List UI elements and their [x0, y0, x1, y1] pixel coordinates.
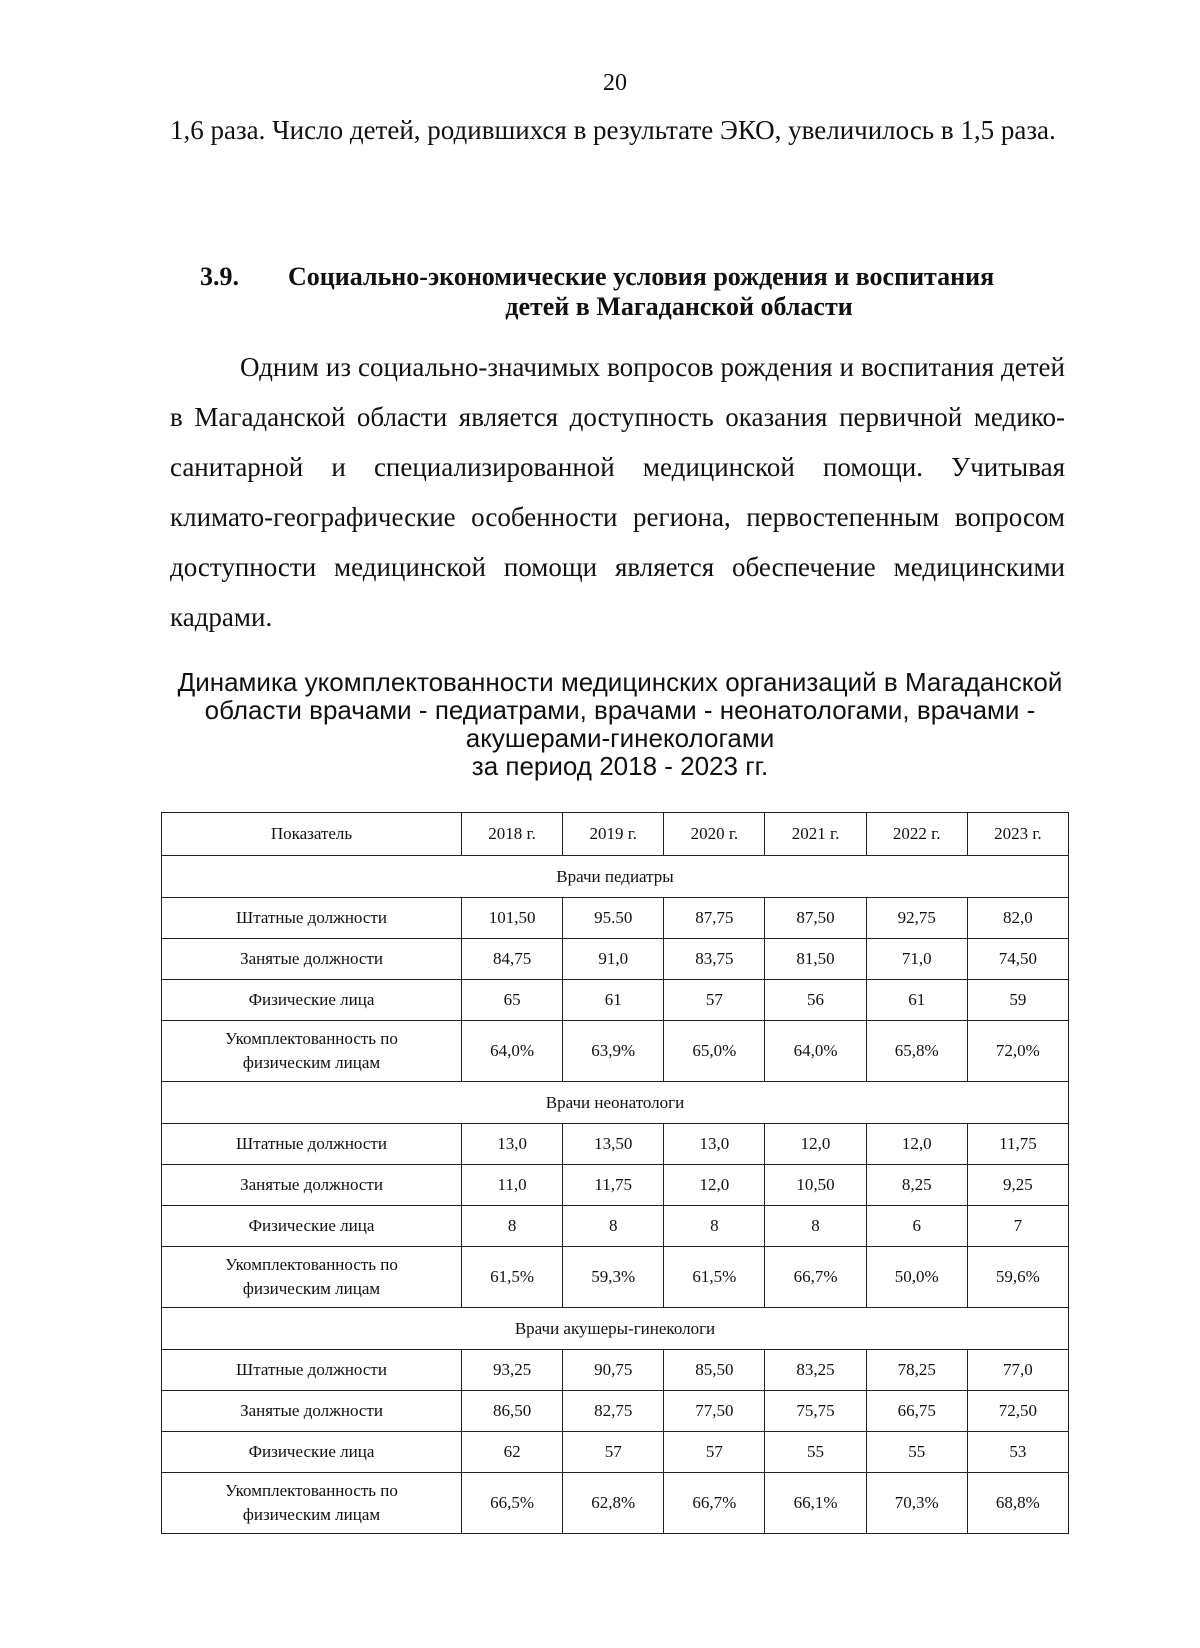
row-label-cell: Занятые должности: [162, 1391, 462, 1432]
value-cell: 57: [664, 980, 765, 1021]
row-label-cell: Штатные должности: [162, 1350, 462, 1391]
value-cell: 6: [866, 1206, 967, 1247]
value-cell: 53: [967, 1432, 1068, 1473]
value-cell: 62,8%: [563, 1473, 664, 1534]
value-cell: 78,25: [866, 1350, 967, 1391]
row-label-line1: Укомплектованность по: [225, 1029, 398, 1048]
table-row: [162, 1391, 1069, 1432]
value-cell: 8: [765, 1206, 866, 1247]
table-row: [162, 1247, 1069, 1308]
section-number: 3.9.: [200, 262, 239, 291]
value-cell: 66,5%: [462, 1473, 563, 1534]
value-cell: 50,0%: [866, 1247, 967, 1308]
value-cell: 70,3%: [866, 1473, 967, 1534]
value-cell: 12,0: [765, 1124, 866, 1165]
value-cell: 13,0: [664, 1124, 765, 1165]
table-title: [160, 668, 1080, 780]
value-cell: 65,8%: [866, 1021, 967, 1082]
row-label-cell: [162, 1021, 462, 1082]
value-cell: 68,8%: [967, 1473, 1068, 1534]
section-row: [162, 1308, 1069, 1350]
row-label-line1: Укомплектованность по: [225, 1481, 398, 1500]
value-cell: 66,75: [866, 1391, 967, 1432]
row-label-cell: Штатные должности: [162, 898, 462, 939]
table-body: [162, 856, 1069, 1534]
value-cell: 101,50: [462, 898, 563, 939]
section-title-line1: Социально-экономические условия рождения и воспитания: [288, 262, 995, 291]
value-cell: 59,6%: [967, 1247, 1068, 1308]
value-cell: 87,75: [664, 898, 765, 939]
table-row: [162, 1350, 1069, 1391]
value-cell: 65,0%: [664, 1021, 765, 1082]
value-cell: 66,7%: [664, 1473, 765, 1534]
value-cell: 93,25: [462, 1350, 563, 1391]
value-cell: 59,3%: [563, 1247, 664, 1308]
row-label-cell: Физические лица: [162, 980, 462, 1021]
value-cell: 92,75: [866, 898, 967, 939]
table-title-line2: области врачами - педиатрами, врачами - неонатологами, врачами -: [204, 695, 1036, 725]
value-cell: 82,75: [563, 1391, 664, 1432]
value-cell: 57: [563, 1432, 664, 1473]
value-cell: 74,50: [967, 939, 1068, 980]
header-cell: 2020 г.: [664, 813, 765, 856]
value-cell: 87,50: [765, 898, 866, 939]
value-cell: 55: [866, 1432, 967, 1473]
value-cell: 71,0: [866, 939, 967, 980]
value-cell: 64,0%: [462, 1021, 563, 1082]
section-row: [162, 856, 1069, 898]
row-label-line2: физическим лицам: [242, 1279, 381, 1298]
row-label-line2: физическим лицам: [242, 1053, 381, 1072]
value-cell: 8: [563, 1206, 664, 1247]
value-cell: 90,75: [563, 1350, 664, 1391]
table-title-line1: Динамика укомплектованности медицинских организаций в Магаданской: [177, 667, 1063, 697]
value-cell: 66,7%: [765, 1247, 866, 1308]
header-cell: 2021 г.: [765, 813, 866, 856]
value-cell: 13,0: [462, 1124, 563, 1165]
value-cell: 77,50: [664, 1391, 765, 1432]
row-label-line2: физическим лицам: [242, 1505, 381, 1524]
value-cell: 81,50: [765, 939, 866, 980]
value-cell: 11,75: [563, 1165, 664, 1206]
value-cell: 65: [462, 980, 563, 1021]
table-row: [162, 980, 1069, 1021]
table-row: [162, 1432, 1069, 1473]
value-cell: 10,50: [765, 1165, 866, 1206]
value-cell: 63,9%: [563, 1021, 664, 1082]
value-cell: 66,1%: [765, 1473, 866, 1534]
row-label-cell: Занятые должности: [162, 1165, 462, 1206]
value-cell: 82,0: [967, 898, 1068, 939]
table-row: [162, 1021, 1069, 1082]
section-title-cell: Врачи педиатры: [162, 856, 1069, 898]
row-label-line1: Укомплектованность по: [225, 1255, 398, 1274]
section-title-cell: Врачи акушеры-гинекологи: [162, 1308, 1069, 1350]
row-label-cell: Физические лица: [162, 1206, 462, 1247]
value-cell: 8,25: [866, 1165, 967, 1206]
value-cell: 55: [765, 1432, 866, 1473]
section-title-line2: детей в Магаданской области: [505, 292, 853, 321]
header-cell: 2018 г.: [462, 813, 563, 856]
value-cell: 72,0%: [967, 1021, 1068, 1082]
value-cell: 9,25: [967, 1165, 1068, 1206]
value-cell: 61,5%: [462, 1247, 563, 1308]
value-cell: 64,0%: [765, 1021, 866, 1082]
section-title-cell: Врачи неонатологи: [162, 1082, 1069, 1124]
row-label-cell: [162, 1473, 462, 1534]
header-cell: 2022 г.: [866, 813, 967, 856]
value-cell: 12,0: [664, 1165, 765, 1206]
value-cell: 56: [765, 980, 866, 1021]
table-row: [162, 939, 1069, 980]
row-label-cell: Штатные должности: [162, 1124, 462, 1165]
value-cell: 75,75: [765, 1391, 866, 1432]
value-cell: 57: [664, 1432, 765, 1473]
value-cell: 12,0: [866, 1124, 967, 1165]
value-cell: 11,75: [967, 1124, 1068, 1165]
table-row: [162, 898, 1069, 939]
value-cell: 95.50: [563, 898, 664, 939]
value-cell: 62: [462, 1432, 563, 1473]
value-cell: 59: [967, 980, 1068, 1021]
value-cell: 7: [967, 1206, 1068, 1247]
value-cell: 13,50: [563, 1124, 664, 1165]
table-row: [162, 1124, 1069, 1165]
value-cell: 8: [462, 1206, 563, 1247]
row-label-cell: Занятые должности: [162, 939, 462, 980]
value-cell: 86,50: [462, 1391, 563, 1432]
table-row: [162, 1206, 1069, 1247]
table-row: [162, 1165, 1069, 1206]
value-cell: 77,0: [967, 1350, 1068, 1391]
value-cell: 61: [866, 980, 967, 1021]
table-title-line3: акушерами-гинекологами: [465, 723, 775, 753]
intro-paragraph: 1,6 раза. Число детей, родившихся в результате ЭКО, увеличилось в 1,5 раза.: [170, 115, 1056, 145]
value-cell: 91,0: [563, 939, 664, 980]
page-number: 20: [603, 70, 627, 96]
value-cell: 8: [664, 1206, 765, 1247]
header-cell: 2019 г.: [563, 813, 664, 856]
row-label-cell: Физические лица: [162, 1432, 462, 1473]
value-cell: 83,75: [664, 939, 765, 980]
section-heading: [170, 262, 1070, 322]
value-cell: 83,25: [765, 1350, 866, 1391]
value-cell: 85,50: [664, 1350, 765, 1391]
header-cell: 2023 г.: [967, 813, 1068, 856]
table-row: [162, 1473, 1069, 1534]
value-cell: 61,5%: [664, 1247, 765, 1308]
body-paragraph: Одним из социально-значимых вопросов рождения и воспитания детей в Магаданской области является доступность оказания первичной медико-санитарной и специализированной медицинской помощи. Учитывая климато-географические особенности региона, первостепенным вопросом доступности медицинской помощи является обеспечение медицинскими кадрами.: [170, 352, 1065, 632]
section-row: [162, 1082, 1069, 1124]
value-cell: 61: [563, 980, 664, 1021]
value-cell: 72,50: [967, 1391, 1068, 1432]
table-header-row: [162, 813, 1069, 856]
row-label-cell: [162, 1247, 462, 1308]
staffing-table: [161, 812, 1069, 1534]
value-cell: 11,0: [462, 1165, 563, 1206]
value-cell: 84,75: [462, 939, 563, 980]
table-title-line4: за период 2018 - 2023 гг.: [471, 751, 769, 781]
header-cell: Показатель: [162, 813, 462, 856]
